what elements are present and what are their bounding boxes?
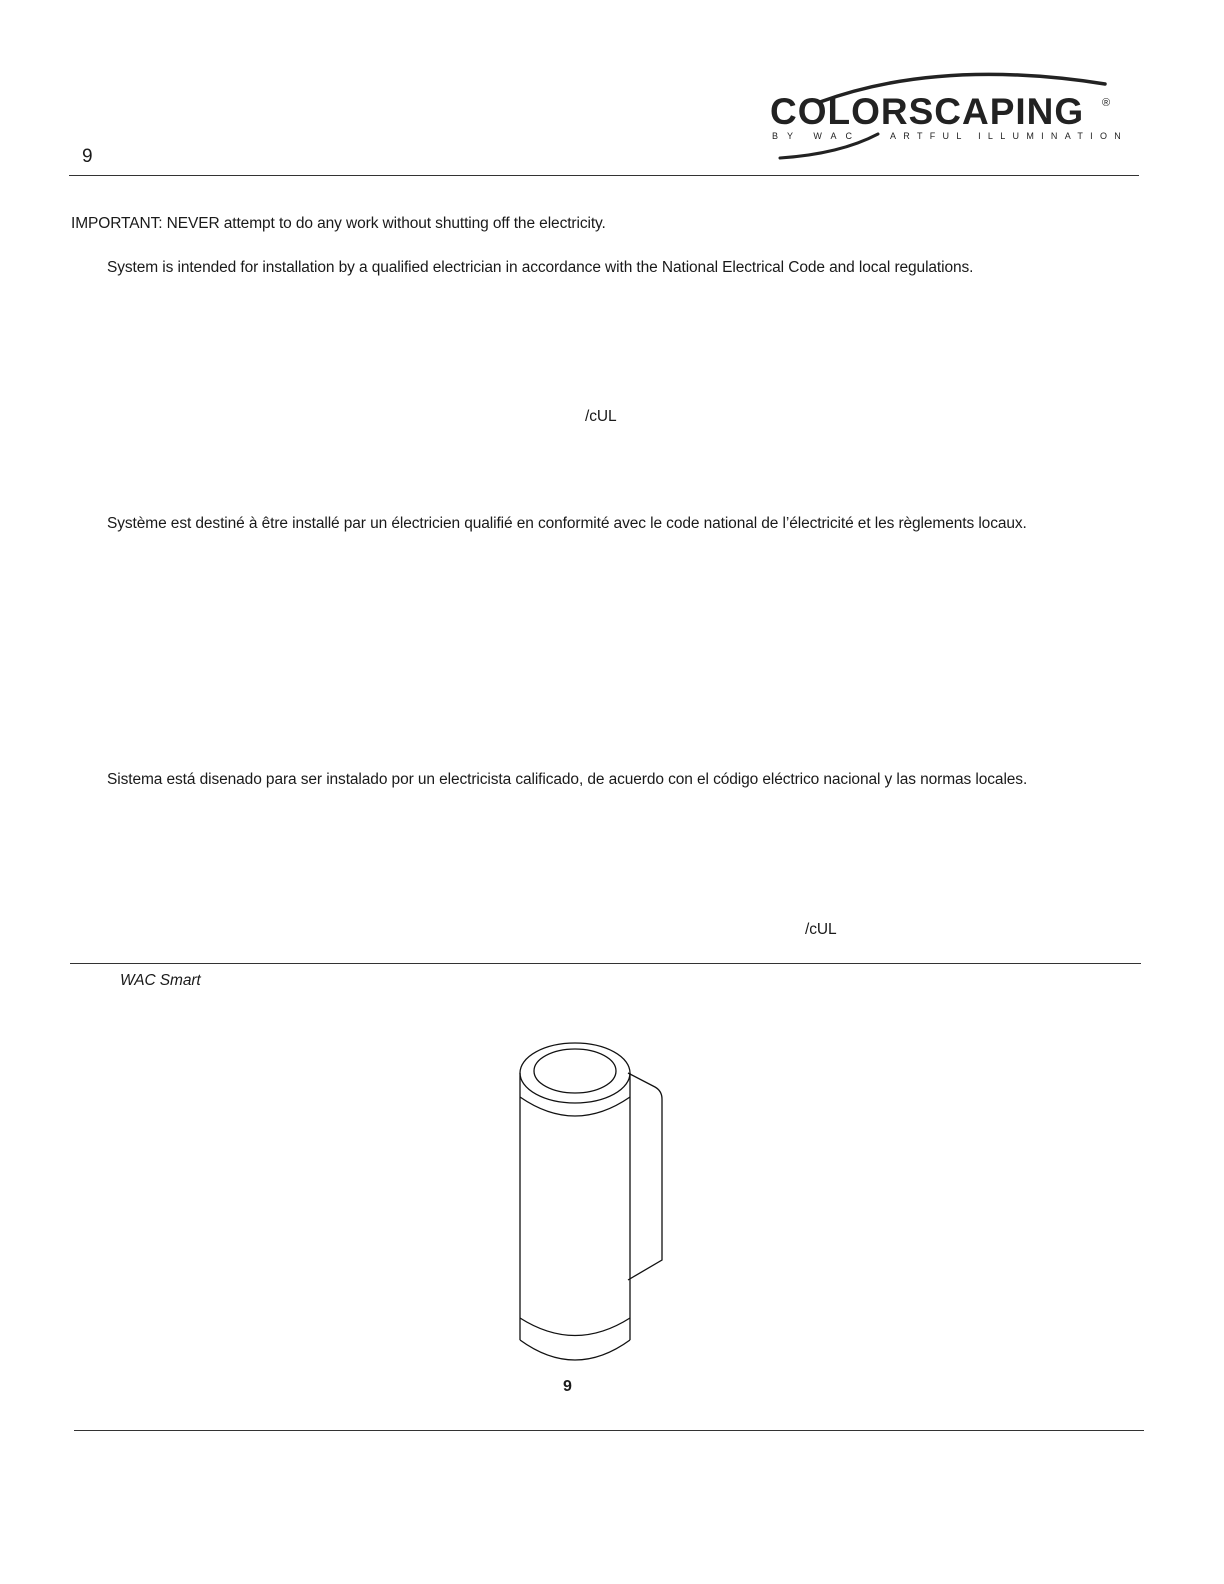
- french-installation-paragraph: Système est destiné à être installé par un électricien qualifié en conformité avec le code national de l’électricité et les règlements locaux.: [107, 515, 1027, 532]
- svg-text:COLORSCAPING: COLORSCAPING: [770, 91, 1085, 132]
- english-installation-paragraph: System is intended for installation by a qualified electrician in accordance with the National Electrical Code and local regulations.: [107, 259, 974, 276]
- section-divider: [70, 963, 1141, 964]
- colorscaping-logo-icon: [760, 66, 1120, 166]
- svg-text:BY WAC: BY WAC: [772, 131, 862, 141]
- svg-text:ARTFUL ILLUMINATION: ARTFUL ILLUMINATION: [890, 131, 1120, 141]
- header-divider: [69, 175, 1139, 176]
- figure-label: 9: [563, 1378, 572, 1395]
- cylinder-wall-light-icon: [505, 1035, 675, 1375]
- spanish-certification-text: /cUL: [805, 921, 837, 938]
- page-number: 9: [82, 146, 93, 167]
- english-certification-text: /cUL: [585, 408, 617, 425]
- fixture-illustration: [505, 1035, 675, 1375]
- footer-divider: [74, 1430, 1144, 1431]
- svg-text:®: ®: [1102, 97, 1111, 109]
- important-notice: IMPORTANT: NEVER attempt to do any work without shutting off the electricity.: [71, 215, 606, 232]
- spanish-installation-paragraph: Sistema está disenado para ser instalado por un electricista calificado, de acuerdo con el código eléctrico nacional y las normas locales.: [107, 771, 1028, 788]
- wac-smart-label: WAC Smart: [120, 972, 201, 989]
- brand-logo: [760, 66, 1120, 166]
